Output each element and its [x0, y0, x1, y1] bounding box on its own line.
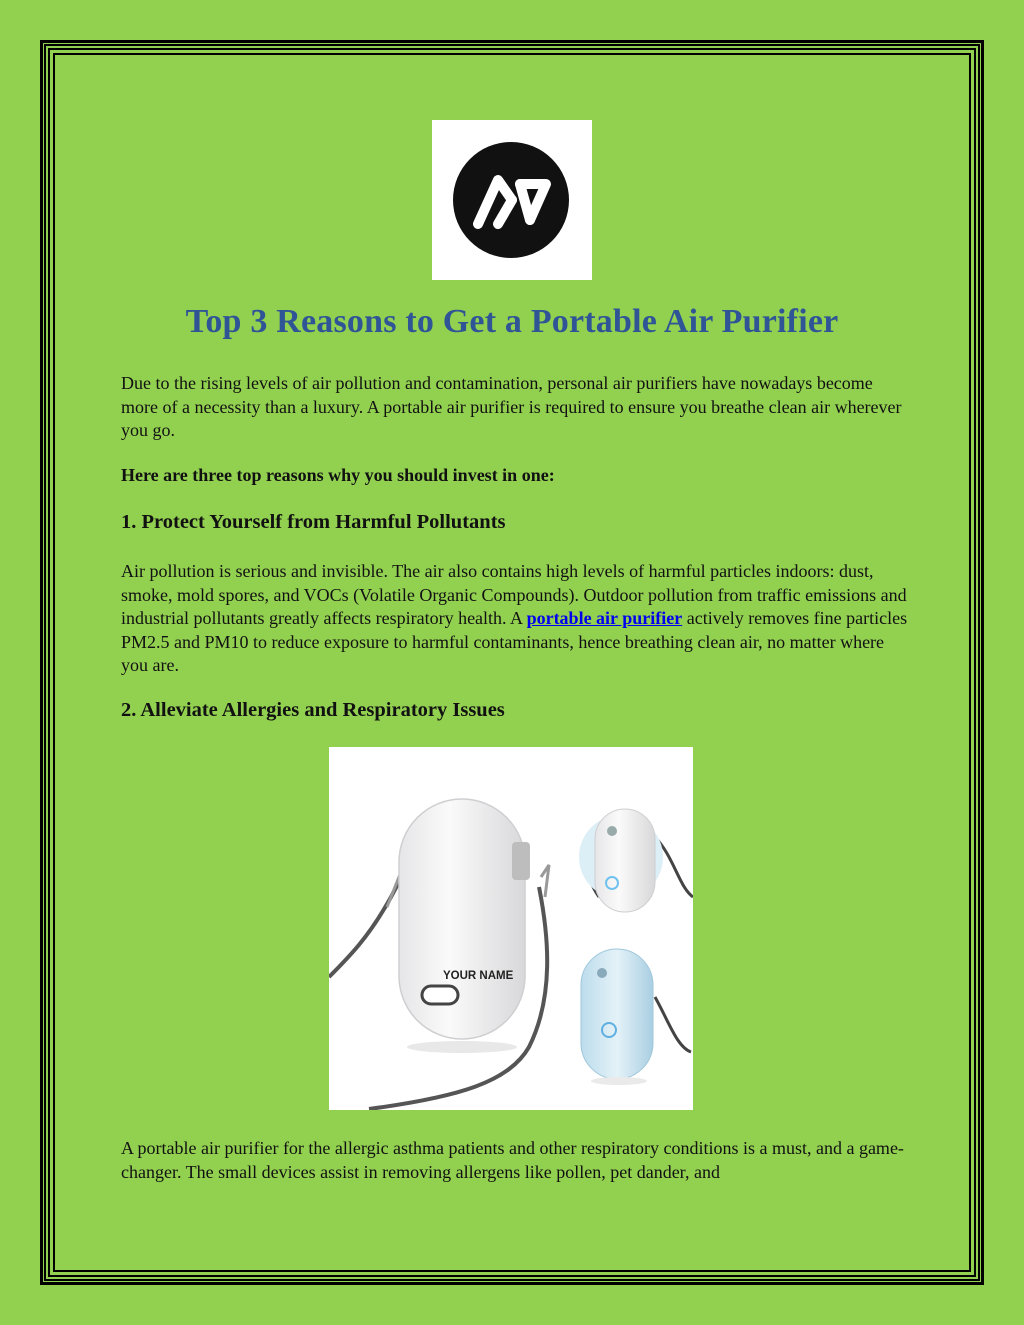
product-engraving-text: YOUR NAME	[443, 970, 514, 982]
intro-paragraph: Due to the rising levels of air pollution and contamination, personal air purifiers have nowadays become more of a necessity than a luxury. A portable air purifier is required to ensure you breathe clean air wherever you go.	[121, 373, 902, 440]
lead-sentence: Here are three top reasons why you should invest in one:	[121, 465, 555, 485]
section-2-paragraph: A portable air purifier for the allergic asthma patients and other respiratory conditions is a must, and a game-changer. The small devices assist in removing allergens like pollen, pet dander, and	[121, 1138, 904, 1182]
brand-logo-icon	[432, 120, 592, 280]
product-image	[329, 747, 693, 1110]
section-1-paragraph	[121, 560, 911, 678]
brand-logo	[432, 120, 592, 280]
section-1-text-end: actively removes fine particles PM2.5 and PM10 to reduce exposure to harmful contaminants, hence breathing clean air, no matter where you are.	[121, 608, 908, 675]
portable-air-purifier-link[interactable]: portable air purifier	[526, 608, 683, 628]
page-title: Top 3 Reasons to Get a Portable Air Purifier	[185, 303, 839, 340]
section-1-text-start: Air pollution is serious and invisible. The air also contains high levels of harmful particles indoors: dust, smoke, mold spores, and VOCs (Volatile Organic Compounds). Outdoor pollution from traffic emissions and industrial pollutants greatly affects respiratory health. A	[121, 561, 907, 628]
section-1-heading: 1. Protect Yourself from Harmful Pollutants	[121, 511, 506, 533]
section-2-heading: 2. Alleviate Allergies and Respiratory Issues	[121, 699, 505, 721]
